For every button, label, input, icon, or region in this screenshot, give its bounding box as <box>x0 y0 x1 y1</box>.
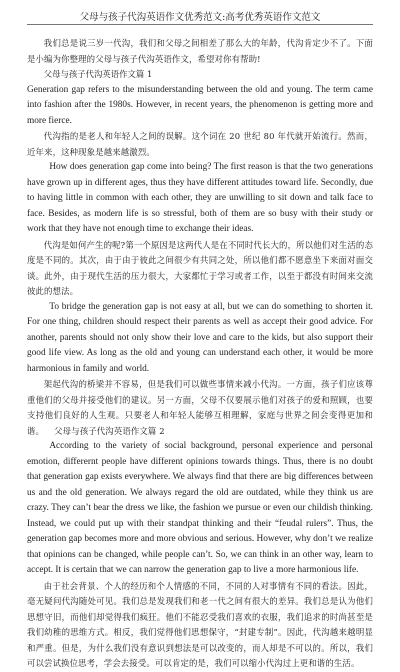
essay-2-paragraph-1-en: According to the variety of social background, personal experience and personal emotion, differernt people have different opinions towards things. Thus, there is no doubt that generation gap exists everywhere. We always find that there are big differences between us and the old generation. We always regard the old are outdated, while they think us are crazy. They can’t bear the dress we like, the fashion we pursue or even our childish thinking. Instead, we could put up with their standpat thinking and their “feudal rulers”. Thus, the generation gap becomes more and more obvious and serious. However, why don’t we realize that opinions can be changed, while people can’t. So, we can think in an other way, learn to accept. It is certain that we can narrow the generation gap to live a more harmonious life. <box>27 441 373 575</box>
essay-1-heading: 父母与孩子代沟英语作文篇 1 <box>43 69 153 79</box>
essay-2-paragraph-1-zh: 由于社会背景、个人的经历和个人情感的不同，不同的人对事情有不同的看法。因此，毫无疑问代沟随处可见。我们总是发现我们和老一代之间有很大的差异。我们总是认为他们思想守旧，而他们却觉得我们疯狂。他们不能忍受我们喜欢的衣服，我们追求的时尚甚至是我们幼稚的思维方式。相反，我们觉得他们思想保守，“封建专制”。因此，代沟越来越明显和严重。但是，为什么我们没有意识到想法是可以改变的，而人却是不可以的。所以，我们可以尝试换位思考，学会去接受。可以肯定的是，我们可以缩小代沟过上更和谐的生活。 <box>27 580 373 668</box>
header-rule <box>27 24 373 25</box>
essay-1-paragraph-3-en: To bridge the generation gap is not easy at all, but we can do something to shorten it. For one thing, children should respect their parents as well as accept their good advice. For another, parents should not only show their love and care to the kids, but also support their good life view. As long as the old and young can understand each other, it would be more harmonious in family and world. <box>27 301 373 374</box>
essay-1-paragraph-3-zh <box>27 377 373 439</box>
essay-1-paragraph-2-en: How does generation gap come into being? The first reason is that the two generations have grown up in different ages, thus they have different attitudes toward life. Secondly, due to having little in common with each other, they are unwilling to sit down and talk face to face. Besides, as modern life is so stressful, both of them are so busy with their study or work that they have not enough time to exchange their ideas. <box>27 162 373 234</box>
essay-1-paragraph-3-zh-text: 架起代沟的桥梁并不容易，但是我们可以做些事情来减小代沟。一方面，孩子们应该尊重他们的父母并接受他们的建议。另一方面，父母不仅要展示他们对孩子的爱和照顾，也要支持他们良好的人生观。只要老人和年轻人能够互相理解，家庭与世界之间会变得更加和谐。 <box>27 379 373 436</box>
essay-1-paragraph-2-zh: 代沟是如何产生的呢?第一个原因是这两代人是在不同时代长大的，所以他们对生活的态度是不同的。其次，由于由于彼此之间很少有共同之处，所以他们都不愿意坐下来面对面交谈。此外，由于现代生活的压力很大，大家都忙于学习或者工作，以至于都没有时间来交流彼此的想法。 <box>27 239 373 296</box>
document-body <box>27 36 373 672</box>
essay-2-heading: 父母与孩子代沟英语作文篇 2 <box>54 425 165 436</box>
intro-paragraph: 我们总是说三岁一代沟，我们和父母之间相差了那么大的年龄，代沟肯定少不了。下面是小编为你整理的父母与孩子代沟英语作文，希望对你有帮助! <box>27 38 373 64</box>
essay-1-paragraph-1-en: Generation gap refers to the misunderstanding between the old and young. The term came into fashion after the 1980s. However, in recent years, the phenomenon is getting more and more fierce. <box>27 84 373 126</box>
essay-1-paragraph-1-zh: 代沟指的是老人和年轻人之间的误解。这个词在 20 世纪 80 年代就开始流行。然而，近年来，这种现象是越来越激烈。 <box>27 131 373 157</box>
document-title: 父母与孩子代沟英语作文优秀范文:高考优秀英语作文范文 <box>79 12 321 23</box>
